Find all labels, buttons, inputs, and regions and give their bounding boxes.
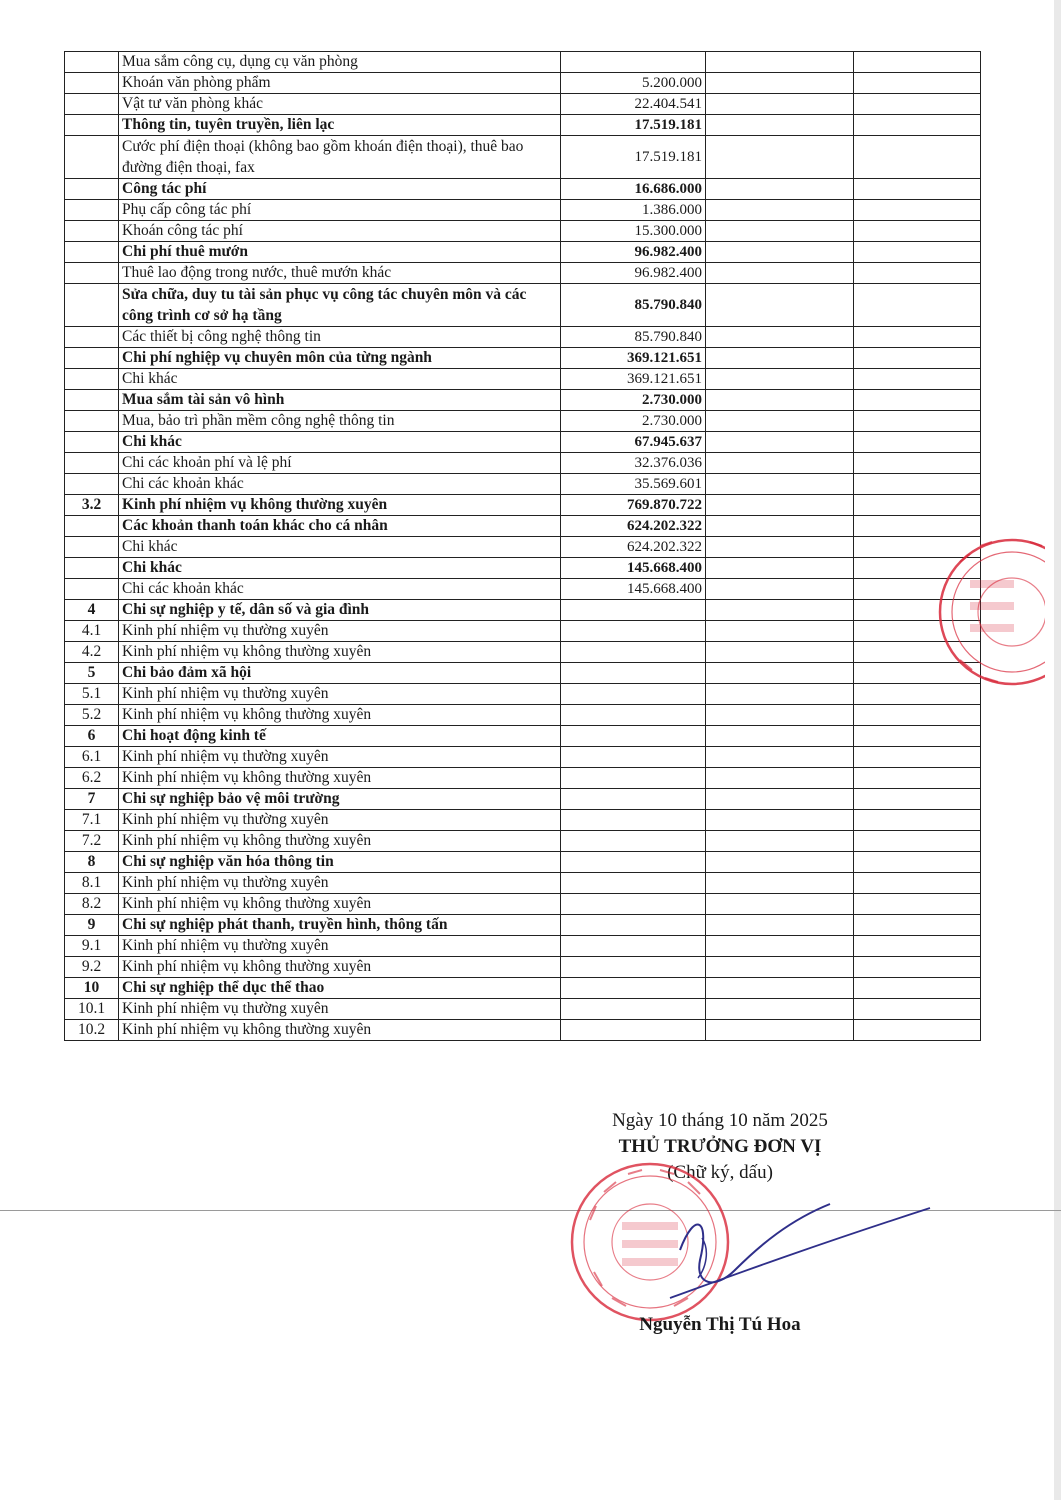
empty-cell <box>706 978 854 999</box>
row-label: Chi hoạt động kinh tế <box>119 726 561 747</box>
row-value <box>561 52 706 73</box>
row-value <box>561 978 706 999</box>
row-number: 4.1 <box>65 621 119 642</box>
table-row <box>65 179 981 200</box>
row-number: 5.2 <box>65 705 119 726</box>
empty-cell <box>706 957 854 978</box>
empty-cell <box>854 94 981 115</box>
row-value <box>561 810 706 831</box>
empty-cell <box>706 642 854 663</box>
empty-cell <box>706 894 854 915</box>
row-number: 8.2 <box>65 894 119 915</box>
table-row <box>65 642 981 663</box>
empty-cell <box>854 390 981 411</box>
table-row <box>65 1020 981 1041</box>
row-label: Kinh phí nhiệm vụ không thường xuyên <box>119 705 561 726</box>
row-number <box>65 516 119 537</box>
empty-cell <box>854 747 981 768</box>
row-number <box>65 73 119 94</box>
row-number <box>65 537 119 558</box>
row-value <box>561 873 706 894</box>
row-label: Kinh phí nhiệm vụ không thường xuyên <box>119 495 561 516</box>
row-value <box>561 1020 706 1041</box>
row-number: 3.2 <box>65 495 119 516</box>
row-value: 67.945.637 <box>561 432 706 453</box>
row-label: Chi khác <box>119 558 561 579</box>
table-row <box>65 495 981 516</box>
row-value: 5.200.000 <box>561 73 706 94</box>
row-value: 85.790.840 <box>561 284 706 327</box>
empty-cell <box>854 495 981 516</box>
row-label: Khoán văn phòng phẩm <box>119 73 561 94</box>
empty-cell <box>854 284 981 327</box>
table-row <box>65 747 981 768</box>
empty-cell <box>706 516 854 537</box>
row-number: 10.1 <box>65 999 119 1020</box>
table-row <box>65 73 981 94</box>
empty-cell <box>706 810 854 831</box>
empty-cell <box>854 369 981 390</box>
row-number: 6 <box>65 726 119 747</box>
row-label: Sửa chữa, duy tu tài sản phục vụ công tác chuyên môn và các công trình cơ sở hạ tầng <box>119 284 561 327</box>
row-label: Kinh phí nhiệm vụ không thường xuyên <box>119 642 561 663</box>
table-row <box>65 263 981 284</box>
empty-cell <box>854 411 981 432</box>
row-value <box>561 936 706 957</box>
row-number <box>65 411 119 432</box>
table-row <box>65 115 981 136</box>
row-label: Chi sự nghiệp phát thanh, truyền hình, thông tấn <box>119 915 561 936</box>
empty-cell <box>854 52 981 73</box>
empty-cell <box>706 726 854 747</box>
empty-cell <box>706 474 854 495</box>
empty-cell <box>706 936 854 957</box>
empty-cell <box>706 242 854 263</box>
empty-cell <box>854 179 981 200</box>
row-value: 369.121.651 <box>561 348 706 369</box>
empty-cell <box>854 915 981 936</box>
row-label: Cước phí điện thoại (không bao gồm khoán điện thoại), thuê bao đường điện thoại, fax <box>119 136 561 179</box>
table-row <box>65 474 981 495</box>
empty-cell <box>706 747 854 768</box>
row-number <box>65 263 119 284</box>
row-number: 7 <box>65 789 119 810</box>
row-number <box>65 558 119 579</box>
row-label: Thông tin, tuyên truyền, liên lạc <box>119 115 561 136</box>
signer-name: Nguyễn Thị Tú Hoa <box>639 1314 801 1335</box>
row-number <box>65 94 119 115</box>
empty-cell <box>854 999 981 1020</box>
row-value: 17.519.181 <box>561 115 706 136</box>
row-number <box>65 179 119 200</box>
empty-cell <box>854 726 981 747</box>
empty-cell <box>706 390 854 411</box>
row-value <box>561 915 706 936</box>
empty-cell <box>854 327 981 348</box>
table-row <box>65 558 981 579</box>
page-edge <box>1054 0 1061 1500</box>
empty-cell <box>854 432 981 453</box>
table-row <box>65 684 981 705</box>
row-number: 9.1 <box>65 936 119 957</box>
empty-cell <box>854 242 981 263</box>
row-label: Kinh phí nhiệm vụ thường xuyên <box>119 936 561 957</box>
row-label: Kinh phí nhiệm vụ thường xuyên <box>119 621 561 642</box>
row-value <box>561 789 706 810</box>
table-row <box>65 136 981 179</box>
empty-cell <box>706 915 854 936</box>
table-row <box>65 726 981 747</box>
table-row <box>65 579 981 600</box>
row-value <box>561 852 706 873</box>
row-label: Chi các khoản phí và lệ phí <box>119 453 561 474</box>
signature-note: (Chữ ký, dấu) <box>667 1162 773 1183</box>
empty-cell <box>706 263 854 284</box>
row-label: Kinh phí nhiệm vụ không thường xuyên <box>119 894 561 915</box>
row-number <box>65 453 119 474</box>
empty-cell <box>854 936 981 957</box>
row-value: 17.519.181 <box>561 136 706 179</box>
row-value: 22.404.541 <box>561 94 706 115</box>
table-row <box>65 390 981 411</box>
empty-cell <box>706 369 854 390</box>
table-row <box>65 978 981 999</box>
row-value: 2.730.000 <box>561 390 706 411</box>
row-number <box>65 327 119 348</box>
row-number: 8.1 <box>65 873 119 894</box>
empty-cell <box>854 768 981 789</box>
row-value: 624.202.322 <box>561 516 706 537</box>
empty-cell <box>706 852 854 873</box>
row-number <box>65 200 119 221</box>
empty-cell <box>706 768 854 789</box>
empty-cell <box>854 873 981 894</box>
empty-cell <box>706 348 854 369</box>
row-number <box>65 432 119 453</box>
row-label: Chi sự nghiệp thể dục thể thao <box>119 978 561 999</box>
row-value: 1.386.000 <box>561 200 706 221</box>
empty-cell <box>854 263 981 284</box>
row-label: Kinh phí nhiệm vụ thường xuyên <box>119 999 561 1020</box>
table-row <box>65 915 981 936</box>
empty-cell <box>854 705 981 726</box>
table-row <box>65 284 981 327</box>
empty-cell <box>706 52 854 73</box>
row-number <box>65 284 119 327</box>
table-row <box>65 537 981 558</box>
row-label: Vật tư văn phòng khác <box>119 94 561 115</box>
empty-cell <box>854 221 981 242</box>
row-value <box>561 831 706 852</box>
row-number: 5.1 <box>65 684 119 705</box>
empty-cell <box>706 73 854 94</box>
empty-cell <box>854 115 981 136</box>
table-row <box>65 663 981 684</box>
row-label: Mua sắm tài sản vô hình <box>119 390 561 411</box>
table-row <box>65 600 981 621</box>
row-value: 35.569.601 <box>561 474 706 495</box>
row-value <box>561 768 706 789</box>
row-value <box>561 600 706 621</box>
row-value: 96.982.400 <box>561 263 706 284</box>
row-value: 2.730.000 <box>561 411 706 432</box>
empty-cell <box>706 136 854 179</box>
empty-cell <box>706 94 854 115</box>
row-value <box>561 705 706 726</box>
empty-cell <box>854 831 981 852</box>
row-value <box>561 894 706 915</box>
empty-cell <box>706 179 854 200</box>
table-row <box>65 432 981 453</box>
empty-cell <box>854 474 981 495</box>
budget-table <box>64 51 981 1041</box>
empty-cell <box>706 221 854 242</box>
table-row <box>65 327 981 348</box>
table-row <box>65 369 981 390</box>
empty-cell <box>854 978 981 999</box>
empty-cell <box>706 705 854 726</box>
empty-cell <box>854 348 981 369</box>
row-number: 8 <box>65 852 119 873</box>
row-number <box>65 390 119 411</box>
row-value <box>561 957 706 978</box>
table-row <box>65 200 981 221</box>
empty-cell <box>706 284 854 327</box>
empty-cell <box>706 684 854 705</box>
table-row <box>65 894 981 915</box>
row-label: Kinh phí nhiệm vụ thường xuyên <box>119 684 561 705</box>
row-label: Khoán công tác phí <box>119 221 561 242</box>
empty-cell <box>706 600 854 621</box>
row-value <box>561 999 706 1020</box>
table-row <box>65 999 981 1020</box>
empty-cell <box>706 873 854 894</box>
row-label: Mua sắm công cụ, dụng cụ văn phòng <box>119 52 561 73</box>
row-value: 96.982.400 <box>561 242 706 263</box>
row-label: Chi bảo đảm xã hội <box>119 663 561 684</box>
row-number: 4.2 <box>65 642 119 663</box>
row-number: 6.1 <box>65 747 119 768</box>
empty-cell <box>854 810 981 831</box>
table-row <box>65 852 981 873</box>
row-label: Chi khác <box>119 432 561 453</box>
budget-table-body <box>65 52 981 1041</box>
row-value: 769.870.722 <box>561 495 706 516</box>
table-row <box>65 810 981 831</box>
signature-date: Ngày 10 tháng 10 năm 2025 <box>612 1110 828 1131</box>
empty-cell <box>706 999 854 1020</box>
row-number: 10.2 <box>65 1020 119 1041</box>
row-label: Thuê lao động trong nước, thuê mướn khác <box>119 263 561 284</box>
table-row <box>65 221 981 242</box>
empty-cell <box>706 115 854 136</box>
signature-title: THỦ TRƯỞNG ĐƠN VỊ <box>618 1136 822 1157</box>
row-label: Chi khác <box>119 369 561 390</box>
row-number: 7.2 <box>65 831 119 852</box>
table-row <box>65 873 981 894</box>
row-number <box>65 52 119 73</box>
row-number: 6.2 <box>65 768 119 789</box>
empty-cell <box>854 852 981 873</box>
row-value: 624.202.322 <box>561 537 706 558</box>
row-label: Chi sự nghiệp văn hóa thông tin <box>119 852 561 873</box>
table-row <box>65 831 981 852</box>
table-row <box>65 789 981 810</box>
row-value: 16.686.000 <box>561 179 706 200</box>
row-number <box>65 369 119 390</box>
empty-cell <box>706 537 854 558</box>
empty-cell <box>854 894 981 915</box>
row-number: 9.2 <box>65 957 119 978</box>
empty-cell <box>706 1020 854 1041</box>
empty-cell <box>706 200 854 221</box>
table-row <box>65 52 981 73</box>
row-value <box>561 726 706 747</box>
row-label: Kinh phí nhiệm vụ không thường xuyên <box>119 1020 561 1041</box>
row-number <box>65 348 119 369</box>
row-label: Các thiết bị công nghệ thông tin <box>119 327 561 348</box>
empty-cell <box>706 621 854 642</box>
row-value <box>561 747 706 768</box>
row-value: 85.790.840 <box>561 327 706 348</box>
row-value <box>561 663 706 684</box>
row-label: Chi sự nghiệp y tế, dân số và gia đình <box>119 600 561 621</box>
row-label: Phụ cấp công tác phí <box>119 200 561 221</box>
row-number <box>65 221 119 242</box>
row-label: Kinh phí nhiệm vụ thường xuyên <box>119 873 561 894</box>
empty-cell <box>706 327 854 348</box>
row-value: 369.121.651 <box>561 369 706 390</box>
handwritten-signature <box>640 1190 940 1310</box>
row-number: 9 <box>65 915 119 936</box>
empty-cell <box>854 1020 981 1041</box>
table-row <box>65 453 981 474</box>
row-number <box>65 115 119 136</box>
row-value: 32.376.036 <box>561 453 706 474</box>
row-number <box>65 579 119 600</box>
table-row <box>65 768 981 789</box>
row-value: 145.668.400 <box>561 558 706 579</box>
empty-cell <box>854 73 981 94</box>
row-number <box>65 474 119 495</box>
table-row <box>65 621 981 642</box>
empty-cell <box>706 579 854 600</box>
empty-cell <box>706 411 854 432</box>
row-number: 4 <box>65 600 119 621</box>
row-label: Chi các khoản khác <box>119 579 561 600</box>
table-row <box>65 94 981 115</box>
row-value: 15.300.000 <box>561 221 706 242</box>
row-label: Chi phí thuê mướn <box>119 242 561 263</box>
empty-cell <box>854 789 981 810</box>
row-value <box>561 642 706 663</box>
table-row <box>65 705 981 726</box>
row-label: Công tác phí <box>119 179 561 200</box>
row-label: Các khoản thanh toán khác cho cá nhân <box>119 516 561 537</box>
empty-cell <box>706 663 854 684</box>
row-label: Kinh phí nhiệm vụ thường xuyên <box>119 810 561 831</box>
table-row <box>65 411 981 432</box>
table-row <box>65 936 981 957</box>
empty-cell <box>854 200 981 221</box>
empty-cell <box>706 495 854 516</box>
empty-cell <box>706 558 854 579</box>
row-label: Kinh phí nhiệm vụ không thường xuyên <box>119 831 561 852</box>
empty-cell <box>706 453 854 474</box>
row-value: 145.668.400 <box>561 579 706 600</box>
empty-cell <box>854 136 981 179</box>
row-label: Kinh phí nhiệm vụ thường xuyên <box>119 747 561 768</box>
empty-cell <box>854 957 981 978</box>
row-label: Chi các khoản khác <box>119 474 561 495</box>
empty-cell <box>706 831 854 852</box>
empty-cell <box>706 789 854 810</box>
row-label: Kinh phí nhiệm vụ không thường xuyên <box>119 768 561 789</box>
official-stamp-top <box>930 532 1045 692</box>
table-row <box>65 957 981 978</box>
table-row <box>65 242 981 263</box>
row-label: Mua, bảo trì phần mềm công nghệ thông tin <box>119 411 561 432</box>
row-number <box>65 136 119 179</box>
table-row <box>65 348 981 369</box>
row-label: Chi khác <box>119 537 561 558</box>
row-label: Chi phí nghiệp vụ chuyên môn của từng ngành <box>119 348 561 369</box>
row-value <box>561 621 706 642</box>
row-number: 10 <box>65 978 119 999</box>
row-number: 5 <box>65 663 119 684</box>
row-label: Chi sự nghiệp bảo vệ môi trường <box>119 789 561 810</box>
empty-cell <box>706 432 854 453</box>
empty-cell <box>854 453 981 474</box>
row-label: Kinh phí nhiệm vụ không thường xuyên <box>119 957 561 978</box>
row-number: 7.1 <box>65 810 119 831</box>
row-number <box>65 242 119 263</box>
row-value <box>561 684 706 705</box>
table-row <box>65 516 981 537</box>
